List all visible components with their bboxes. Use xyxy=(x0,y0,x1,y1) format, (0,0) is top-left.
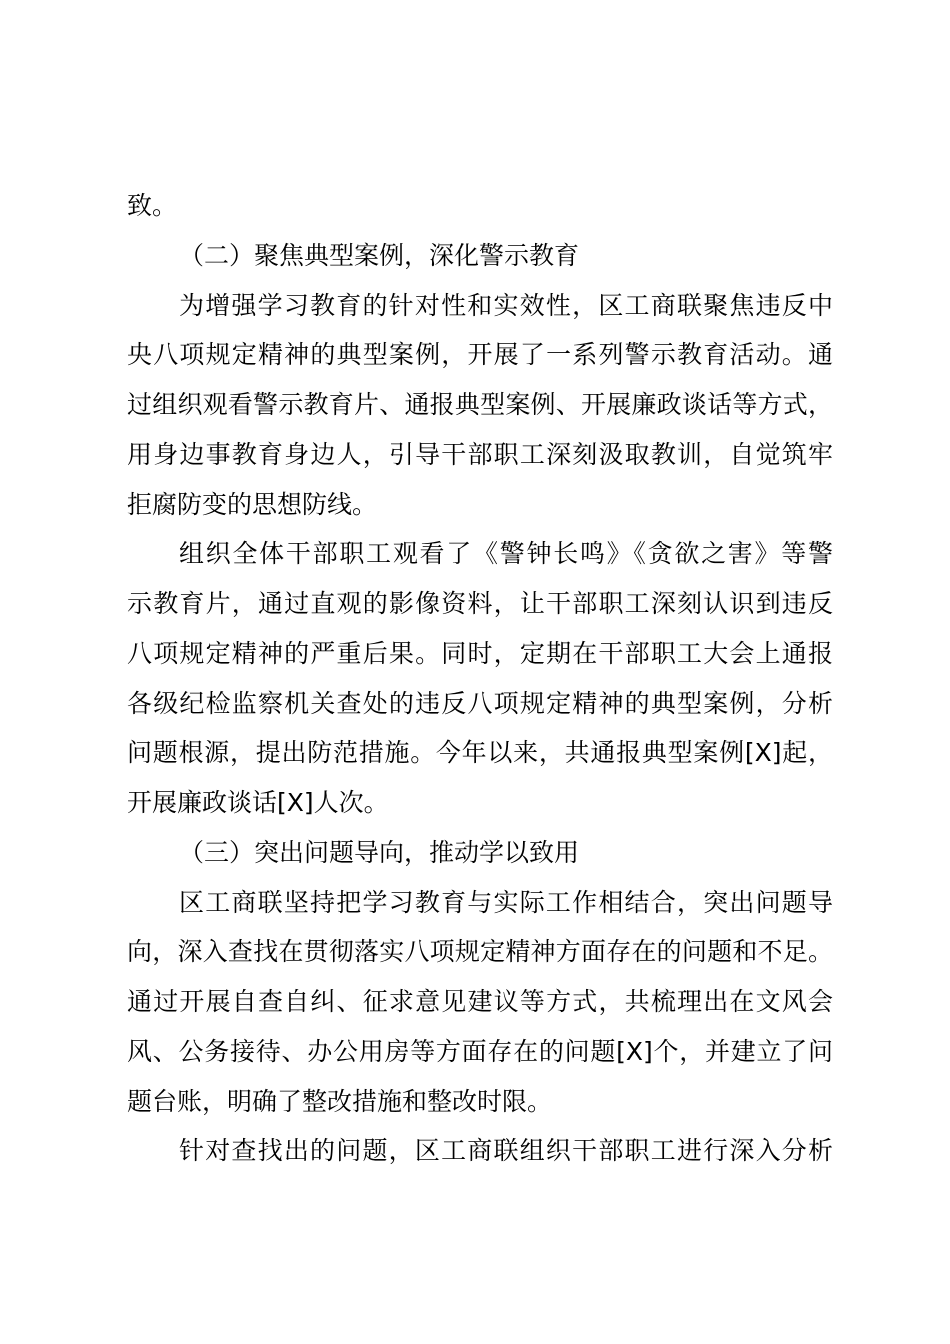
paragraph-line: 八项规定精神的严重后果。同时，定期在干部职工大会上通报 xyxy=(127,638,833,668)
paragraph-line: 央八项规定精神的典型案例，开展了一系列警示教育活动。通 xyxy=(127,340,833,370)
paragraph-line: 过组织观看警示教育片、通报典型案例、开展廉政谈话等方式， xyxy=(127,390,833,419)
paragraph-line: 题台账，明确了整改措施和整改时限。 xyxy=(127,1086,553,1116)
paragraph-line: 示教育片，通过直观的影像资料，让干部职工深刻认识到违反 xyxy=(127,589,833,618)
section-heading: （二）聚焦典型案例，深化警示教育 xyxy=(179,240,580,270)
paragraph-line: 风、公务接待、办公用房等方面存在的问题[X]个，并建立了问 xyxy=(127,1036,833,1066)
paragraph-line: 拒腐防变的思想防线。 xyxy=(127,489,378,519)
document-body xyxy=(127,181,833,1176)
paragraph-line: 致。 xyxy=(127,191,178,220)
paragraph-line: 开展廉政谈话[X]人次。 xyxy=(127,788,389,817)
paragraph-line: 针对查找出的问题，区工商联组织干部职工进行深入分析 xyxy=(179,1136,833,1166)
paragraph-line: 通过开展自查自纠、征求意见建议等方式，共梳理出在文风会 xyxy=(127,987,833,1016)
paragraph-line: 向，深入查找在贯彻落实八项规定精神方面存在的问题和不足。 xyxy=(127,937,833,967)
paragraph-line: 区工商联坚持把学习教育与实际工作相结合，突出问题导 xyxy=(179,887,833,917)
section-heading: （三）突出问题导向，推动学以致用 xyxy=(179,837,580,867)
paragraph-line: 组织全体干部职工观看了《警钟长鸣》《贪欲之害》等警 xyxy=(179,539,833,569)
paragraph-line: 用身边事教育身边人，引导干部职工深刻汲取教训，自觉筑牢 xyxy=(127,439,833,469)
paragraph-line: 问题根源，提出防范措施。今年以来，共通报典型案例[X]起， xyxy=(127,738,833,768)
paragraph-line: 为增强学习教育的针对性和实效性，区工商联聚焦违反中 xyxy=(179,290,833,320)
paragraph-line: 各级纪检监察机关查处的违反八项规定精神的典型案例，分析 xyxy=(127,688,833,718)
